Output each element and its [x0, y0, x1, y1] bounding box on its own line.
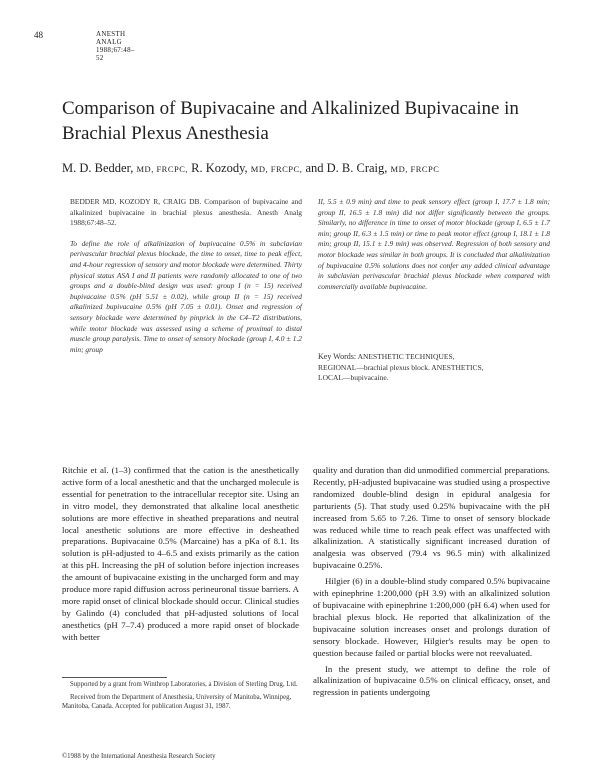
keywords-line: REGIONAL—brachial plexus block. ANESTHETICS, [318, 362, 484, 372]
copyright-line: ©1988 by the International Anesthesia Research Society [62, 753, 216, 760]
abstract-column-right [318, 197, 550, 292]
footnote-received: Received from the Department of Anesthesia, University of Manitoba, Winnipeg, Manitoba, Canada. Accepted for publication August 31, 1987. [62, 693, 292, 710]
abstract-column-left [70, 197, 302, 355]
page-number: 48 [34, 30, 43, 40]
author-line [62, 160, 582, 177]
body-paragraph: Ritchie et al. (1–3) confirmed that the cation is the anesthetically active form of a local anesthetic and that the uncharged molecule is essential for penetration to the intracellular receptor site. Using an in vitro model, they demonstrated that alkaline local anesthetic solutions are more effective in sheathed preparations and neutral local anesthetic solutions are more effective in desheathed preparations. Bupivacaine 0.5% (Marcaine) has a pKa of 8.1. Its solution is pH-adjusted to 4–6.5 and exists primarily as the cation at this pH. Increasing the pH of solution before injection increases the amount of bupivacaine existing in the uncharged form and may produce more rapid diffusion across perineuronal tissue barriers. A more rapid onset of clinical blockade should occur. Clinical studies by Galindo (4) concluded that pH-adjusted solutions of local anesthetics (pH 7–7.4) produced a more rapid onset of blockade with better [62, 465, 300, 642]
abstract-text-continued: II, 5.5 ± 0.9 min) and time to peak sensory effect (group I, 17.7 ± 1.8 min; group II, 16.5 ± 1.8 min) did not differ significantly between the groups. Similarly, no difference in time to onset of motor blockade (group I, 6.5 ± 1.7 min; group II, 6.3 ± 1.5 min) or time to peak motor effect (group I, 18.1 ± 1.8 min; group II, 15.1 ± 1.9 min) was observed. Regression of both sensory and motor blockade was similar in both groups. It is concluded that alkalinization of bupivacaine 0.5% solutions does not confer any added clinical advantage in subclavian perivascular brachial plexus blockade when compared with commercially available bupivacaine. [318, 197, 550, 291]
footnotes [62, 681, 299, 715]
body-paragraph: Hilgier (6) in a double-blind study compared 0.5% bupivacaine with epinephrine 1:200,000 (pH 3.9) with an alkalinized solution of bupivacaine with epinephrine 1:200,000 (pH 6.4) when used for brachial plexus block. He reported that alkalinization of the bupivacaine solution increases onset and prolongs duration of sensory blockade. However, Hilgier's results may be open to question because failed or partial blocks were not reevaluated. [313, 576, 550, 658]
footnote-divider [62, 677, 167, 678]
author-name: M. D. Bedder, [62, 161, 134, 175]
keywords-line: LOCAL—bupivacaine. [318, 373, 389, 383]
author-name: and D. B. Craig, [305, 161, 388, 175]
author-degree: MD, FRCPC, [136, 164, 189, 174]
author-degree: MD, FRCPC, [250, 164, 303, 174]
keywords-line: ANESTHETIC TECHNIQUES, [357, 352, 455, 361]
journal-citation [96, 30, 135, 62]
body-column-right [313, 465, 550, 699]
author-name: R. Kozody, [191, 161, 248, 175]
article-title: Comparison of Bupivacaine and Alkalinized Bupivacaine in Brachial Plexus Anesthesia [62, 98, 519, 144]
body-column-left [62, 465, 299, 644]
journal-volume: 1988;67:48–52 [96, 46, 135, 62]
abstract-citation: BEDDER MD, KOZODY R, CRAIG DB. Comparison of bupivacaine and alkalinized bupivacaine in brachial plexus anesthesia. Anesth Analg 1988;67:48–52. [70, 197, 302, 228]
footnote-support: Supported by a grant from Winthrop Laboratories, a Division of Sterling Drug, Ltd. [70, 681, 298, 688]
body-paragraph: In the present study, we attempt to define the role of alkalinization of bupivacaine 0.5% on clinical efficacy, onset, and regression in patients undergoing [313, 663, 550, 698]
keywords [318, 352, 553, 384]
body-paragraph: quality and duration than did unmodified commercial preparations. Recently, pH-adjusted bupivacaine was studied using a prospective randomized double-blind design in epidural analgesia for parturients (5). That study used 0.25% bupivacaine with the pH increased from 5.65 to 7.26. Time to onset of sensory blockade was reduced while time to reach peak effect was unaffected with alkalinization. A statistically significant increased duration of analgesia was observed (79.4 vs 96.5 min) with alkalinized bupivacaine 0.25%. [313, 465, 550, 571]
journal-name: ANESTH ANALG [96, 30, 126, 46]
keywords-label: Key Words: [318, 352, 357, 361]
author-degree: MD, FRCPC [390, 164, 440, 174]
abstract-text: To define the role of alkalinization of bupivacaine 0.5% in subclavian perivascular brachial plexus blockade, the time to onset, time to peak effect, and 4-hour regression of sensory and motor blockade were determined. Thirty physical status ASA I and II patients were randomly allocated to one of two groups and a double-blind design was used: group I (n = 15) received bupivacaine 0.5% (pH 5.51 ± 0.02), while group II (n = 15) received alkalinized bupivacaine 0.5% (pH 7.05 ± 0.01). Onset and regression of sensory blockade were determined by pinprick in the C4–T2 distributions, while motor blockade was assessed using a scheme of proximal to distal muscle group paralysis. Time to onset of sensory blockade (group I, 4.0 ± 1.2 min; group [70, 238, 302, 354]
